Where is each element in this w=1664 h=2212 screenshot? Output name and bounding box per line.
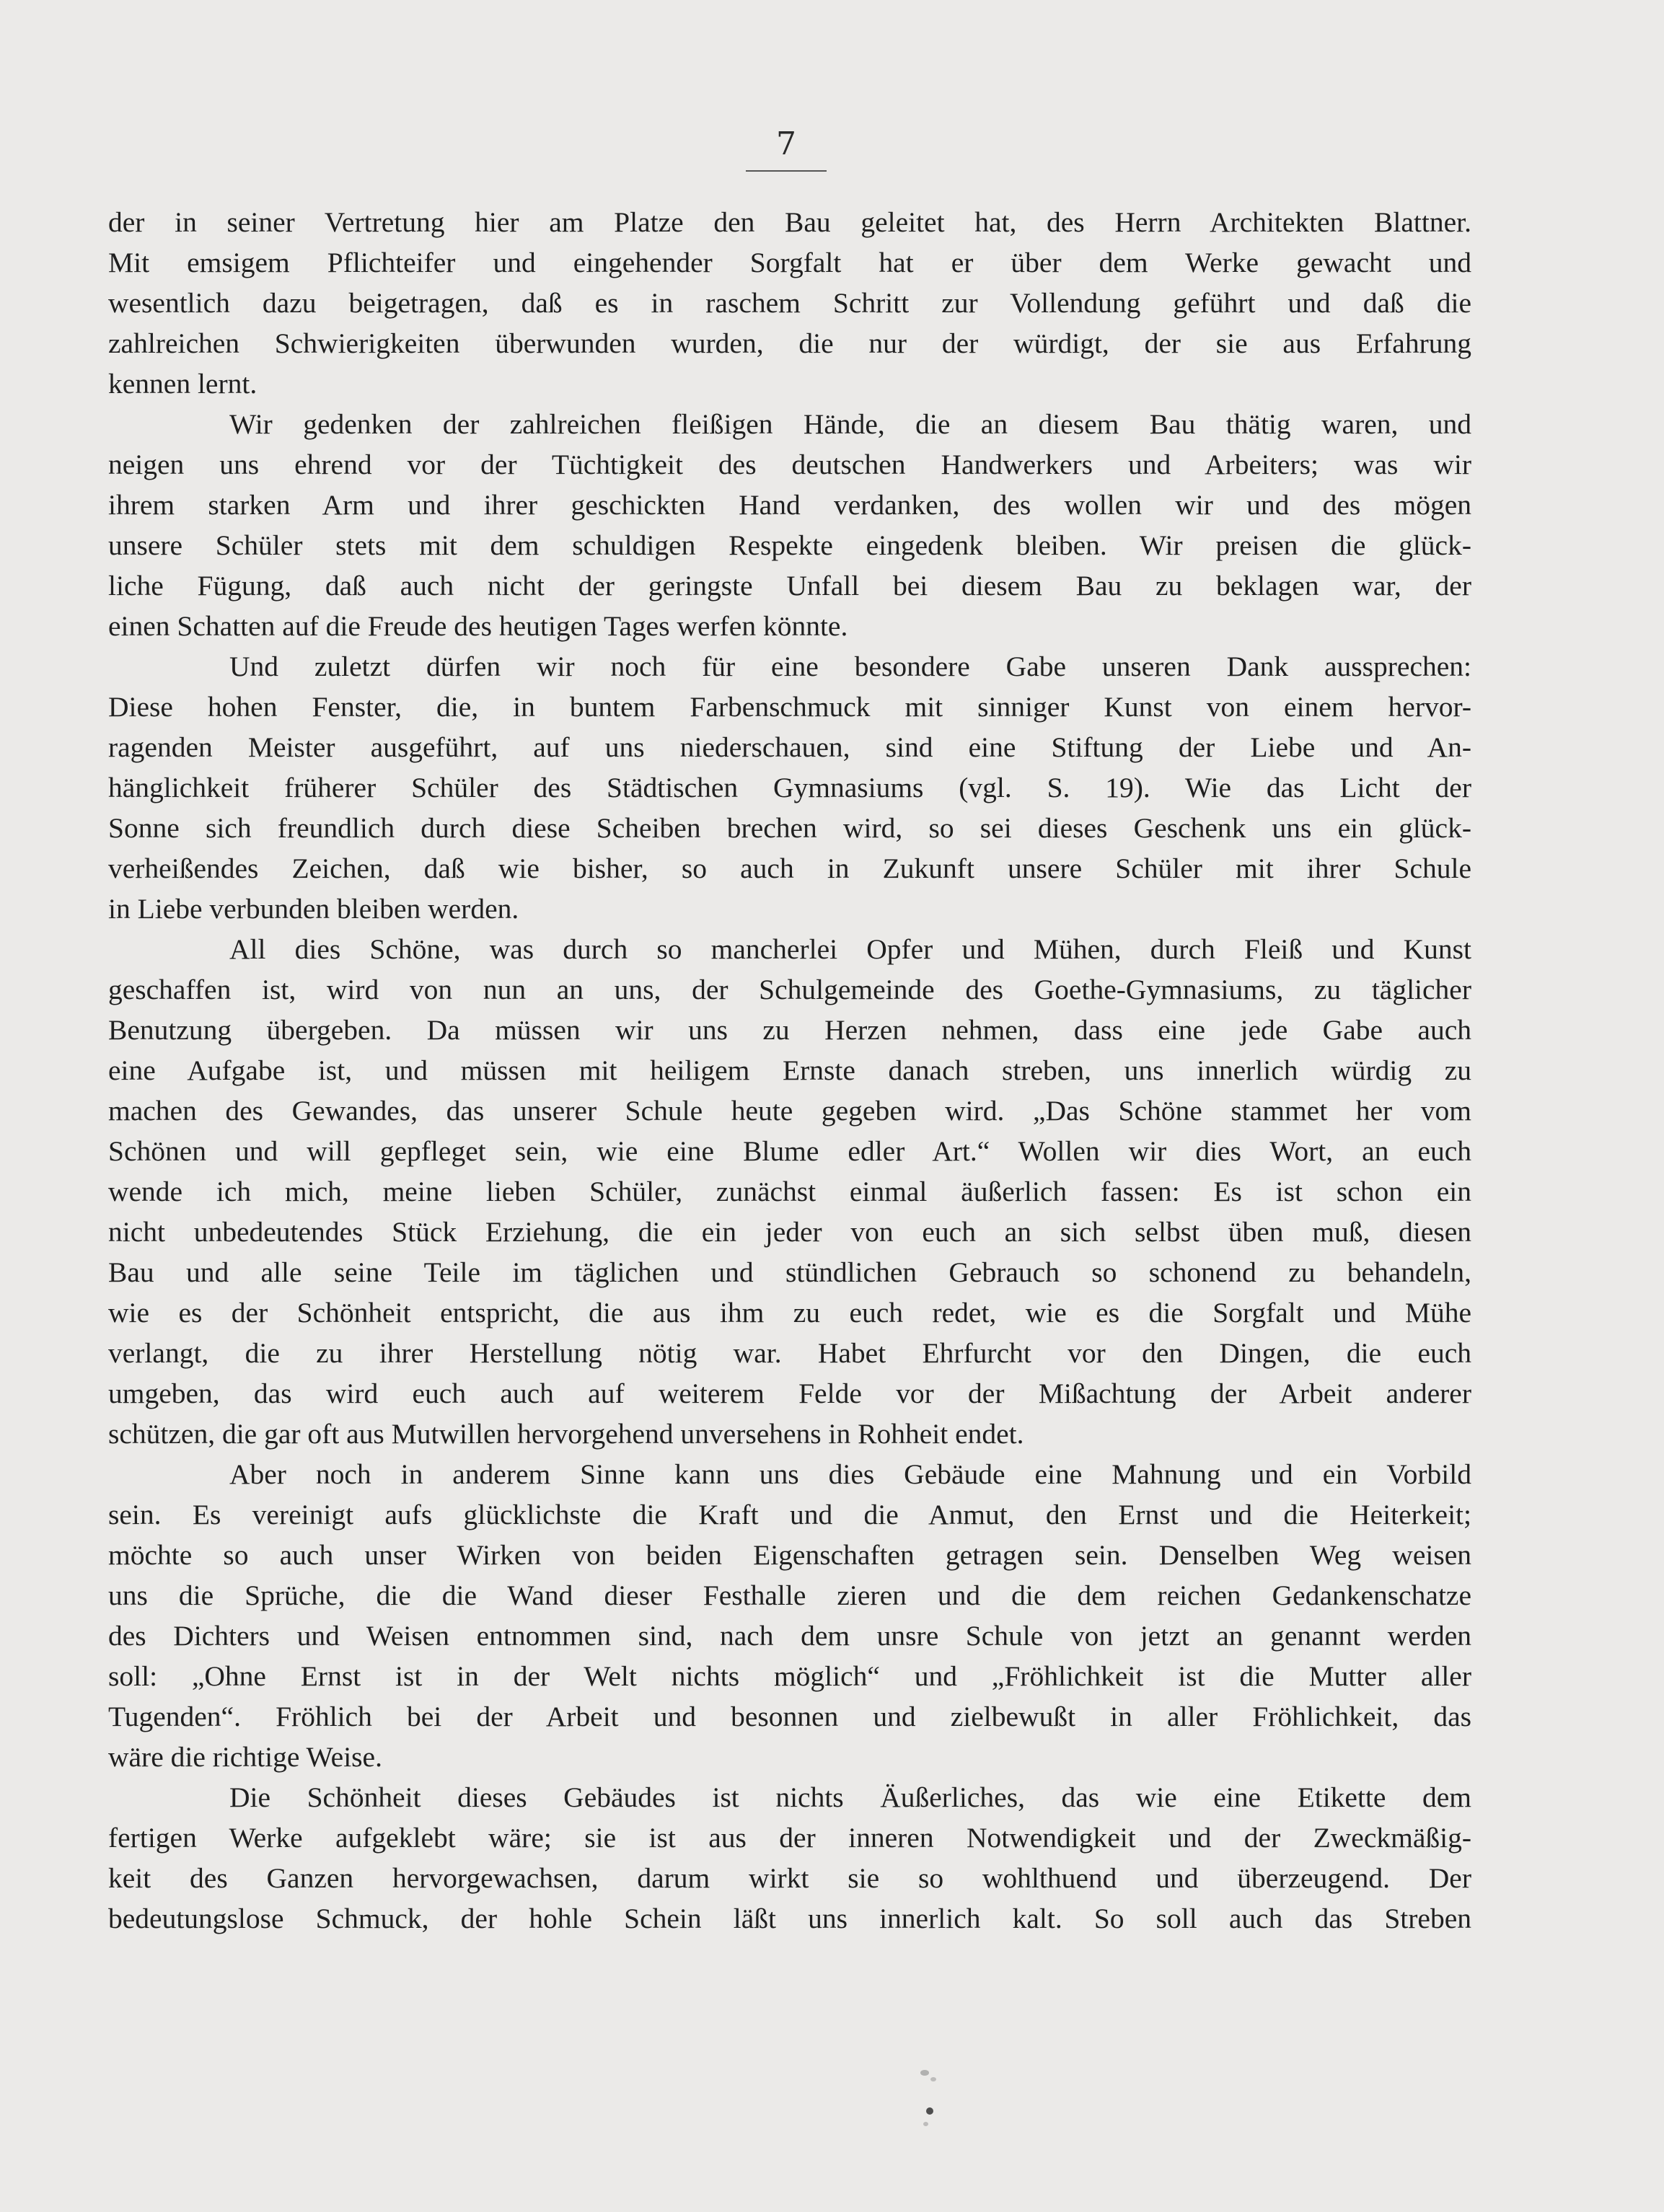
text-line: Benutzung übergeben. Da müssen wir uns zu Herzen nehmen, dass eine jede Gabe auch	[108, 1014, 1471, 1046]
text-line: kennen lernt.	[108, 368, 257, 400]
text-line: Sonne sich freundlich durch diese Scheiben brechen wird, so sei dieses Geschenk uns ein glück-	[108, 812, 1471, 844]
text-line: des Dichters und Weisen entnommen sind, nach dem unsre Schule von jetzt an genannt werden	[108, 1620, 1471, 1652]
print-specks	[916, 2070, 938, 2135]
page-number: 7	[776, 125, 796, 162]
ink-speck	[923, 2122, 928, 2126]
text-line: Aber noch in anderem Sinne kann uns dies Gebäude eine Mahnung und ein Vorbild	[229, 1458, 1471, 1490]
paragraph-5	[108, 1454, 1471, 1777]
text-line: umgeben, das wird euch auch auf weiterem Felde vor der Mißachtung der Arbeit anderer	[108, 1378, 1471, 1409]
text-line: All dies Schöne, was durch so mancherlei Opfer und Mühen, durch Fleiß und Kunst	[229, 933, 1471, 965]
text-line: schützen, die gar oft aus Mutwillen hervorgehend unversehens in Rohheit endet.	[108, 1418, 1024, 1450]
text-line: in Liebe verbunden bleiben werden.	[108, 893, 519, 925]
text-line: einen Schatten auf die Freude des heutigen Tages werfen könnte.	[108, 610, 848, 642]
ink-speck	[930, 2077, 936, 2081]
text-line: unsere Schüler stets mit dem schuldigen Respekte eingedenk bleiben. Wir preisen die glück-	[108, 529, 1471, 561]
paragraph-4	[108, 929, 1471, 1454]
text-line: zahlreichen Schwierigkeiten überwunden wurden, die nur der würdigt, der sie aus Erfahrung	[108, 327, 1471, 359]
text-line: wesentlich dazu beigetragen, daß es in raschem Schritt zur Vollendung geführt und daß die	[108, 287, 1471, 319]
text-line: Schönen und will gepfleget sein, wie eine Blume edler Art.“ Wollen wir dies Wort, an euch	[108, 1135, 1471, 1167]
text-line: Die Schönheit dieses Gebäudes ist nichts Äußerliches, das wie eine Etikette dem	[229, 1781, 1471, 1813]
text-line: hänglichkeit früherer Schüler des Städtischen Gymnasiums (vgl. S. 19). Wie das Licht der	[108, 772, 1471, 803]
text-line: eine Aufgabe ist, und müssen mit heiligem Ernste danach streben, uns innerlich würdig zu	[108, 1054, 1471, 1086]
text-line: machen des Gewandes, das unserer Schule heute gegeben wird. „Das Schöne stammet her vom	[108, 1095, 1471, 1127]
paragraph-2	[108, 404, 1471, 646]
text-line: ihrem starken Arm und ihrer geschickten Hand verdanken, des wollen wir und des mögen	[108, 489, 1471, 521]
text-line: nicht unbedeutendes Stück Erziehung, die ein jeder von euch an sich selbst üben muß, diesen	[108, 1216, 1471, 1248]
text-line: keit des Ganzen hervorgewachsen, darum wirkt sie so wohlthuend und überzeugend. Der	[108, 1862, 1471, 1894]
text-line: Tugenden“. Fröhlich bei der Arbeit und besonnen und zielbewußt in aller Fröhlichkeit, das	[108, 1701, 1471, 1732]
text-line: Und zuletzt dürfen wir noch für eine besondere Gabe unseren Dank aussprechen:	[229, 651, 1471, 682]
paragraph-3	[108, 646, 1471, 929]
text-line: verheißendes Zeichen, daß wie bisher, so auch in Zukunft unsere Schüler mit ihrer Schule	[108, 852, 1471, 884]
text-line: der in seiner Vertretung hier am Platze den Bau geleitet hat, des Herrn Architekten Blattner.	[108, 206, 1471, 238]
text-line: sein. Es vereinigt aufs glücklichste die Kraft und die Anmut, den Ernst und die Heiterkeit;	[108, 1499, 1471, 1530]
text-line: fertigen Werke aufgeklebt wäre; sie ist aus der inneren Notwendigkeit und der Zweckmäßig-	[108, 1822, 1471, 1854]
text-line: liche Fügung, daß auch nicht der geringste Unfall bei diesem Bau zu beklagen war, der	[108, 570, 1471, 602]
ink-speck	[926, 2107, 933, 2115]
text-line: wäre die richtige Weise.	[108, 1741, 382, 1773]
text-line: Mit emsigem Pflichteifer und eingehender Sorgfalt hat er über dem Werke gewacht und	[108, 247, 1471, 278]
text-line: verlangt, die zu ihrer Herstellung nötig war. Habet Ehrfurcht vor den Dingen, die euch	[108, 1337, 1471, 1369]
text-line: geschaffen ist, wird von nun an uns, der Schulgemeinde des Goethe-Gymnasiums, zu täglicher	[108, 974, 1471, 1005]
text-line: Diese hohen Fenster, die, in buntem Farbenschmuck mit sinniger Kunst von einem hervor-	[108, 691, 1471, 723]
text-line: uns die Sprüche, die die Wand dieser Festhalle zieren und die dem reichen Gedankenschatze	[108, 1579, 1471, 1611]
paragraph-6	[108, 1777, 1471, 1939]
text-line: wende ich mich, meine lieben Schüler, zunächst einmal äußerlich fassen: Es ist schon ein	[108, 1176, 1471, 1207]
paragraph-1	[108, 202, 1471, 404]
page-header	[743, 123, 829, 172]
text-line: neigen uns ehrend vor der Tüchtigkeit des deutschen Handwerkers und Arbeiters; was wir	[108, 449, 1471, 480]
text-line: ragenden Meister ausgeführt, auf uns niederschauen, sind eine Stiftung der Liebe und An-	[108, 731, 1471, 763]
text-line: Bau und alle seine Teile im täglichen und stündlichen Gebrauch so schonend zu behandeln,	[108, 1256, 1471, 1288]
text-line: Wir gedenken der zahlreichen fleißigen Hände, die an diesem Bau thätig waren, und	[229, 408, 1471, 440]
page-number-rule	[746, 170, 827, 172]
text-line: möchte so auch unser Wirken von beiden Eigenschaften getragen sein. Denselben Weg weisen	[108, 1539, 1471, 1571]
text-line: wie es der Schönheit entspricht, die aus ihm zu euch redet, wie es die Sorgfalt und Mühe	[108, 1297, 1471, 1328]
body-text	[108, 202, 1471, 1939]
text-line: soll: „Ohne Ernst ist in der Welt nichts möglich“ und „Fröhlichkeit ist die Mutter aller	[108, 1660, 1471, 1692]
text-line: bedeutungslose Schmuck, der hohle Schein läßt uns innerlich kalt. So soll auch das Streben	[108, 1903, 1471, 1934]
ink-speck	[920, 2070, 929, 2076]
